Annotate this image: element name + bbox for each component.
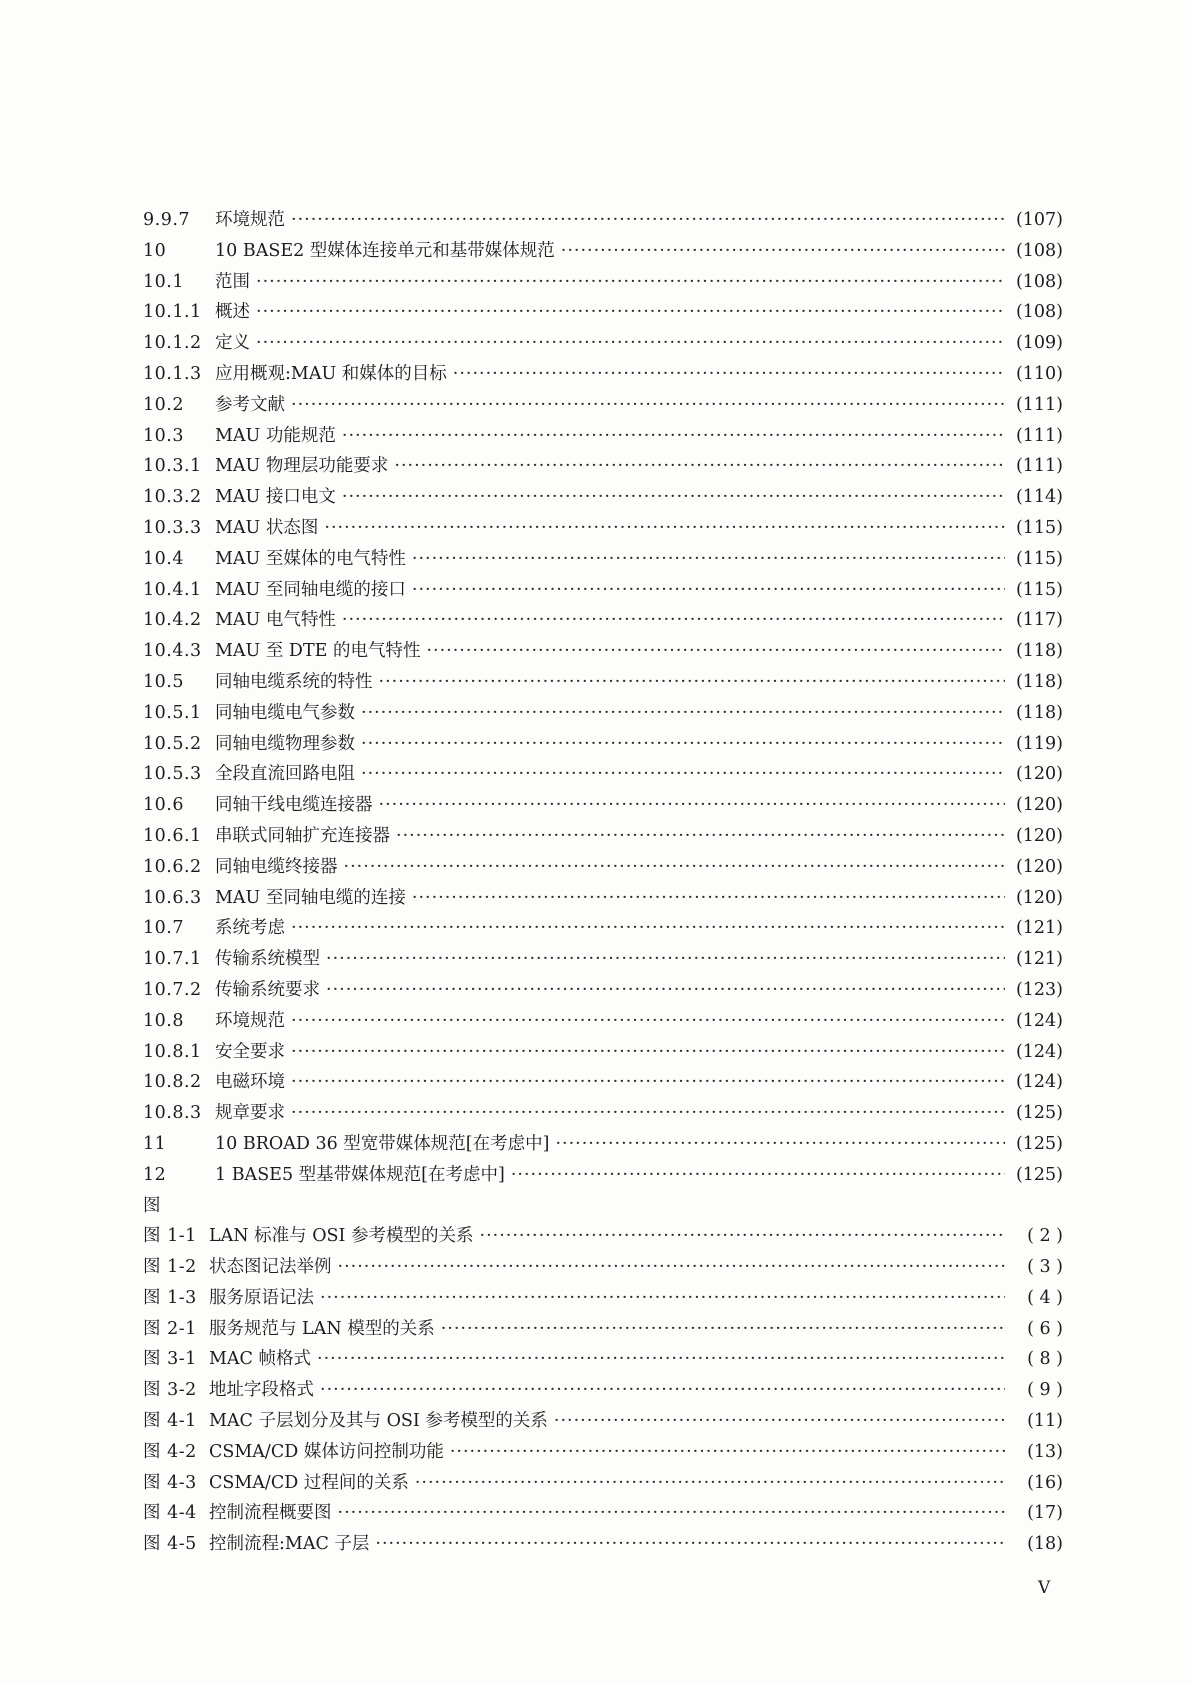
entry-page: (120) xyxy=(1015,856,1063,877)
entry-page: (117) xyxy=(1015,610,1063,631)
toc-entry[interactable] xyxy=(143,328,1063,359)
dot-leader xyxy=(342,421,1005,452)
figure-entry[interactable] xyxy=(143,1283,1063,1314)
entry-number: 图 2-1 xyxy=(143,1318,197,1339)
entry-page: ( 4 ) xyxy=(1027,1287,1063,1308)
figure-entry[interactable] xyxy=(143,1221,1063,1252)
entry-number: 10.1 xyxy=(143,271,184,292)
entry-title: 10 BROAD 36 型宽带媒体规范[在考虑中] xyxy=(215,1133,550,1154)
toc-entry[interactable] xyxy=(143,698,1063,729)
dot-leader xyxy=(426,636,1005,667)
entry-number: 10.5.2 xyxy=(143,733,202,754)
toc-entry[interactable] xyxy=(143,575,1063,606)
dot-leader xyxy=(342,482,1005,513)
page-number: V xyxy=(1038,1578,1051,1598)
dot-leader xyxy=(291,1006,1005,1037)
entry-number: 10.3.1 xyxy=(143,456,202,477)
entry-page: (124) xyxy=(1015,1041,1063,1062)
entry-number: 图 4-2 xyxy=(143,1441,197,1462)
entry-page: (108) xyxy=(1015,302,1063,323)
entry-title: MAU 电气特性 xyxy=(215,610,336,631)
entry-number: 10.3 xyxy=(143,425,184,446)
entry-title: 规章要求 xyxy=(215,1103,285,1124)
dot-leader xyxy=(450,1437,1005,1468)
dot-leader xyxy=(361,729,1005,760)
entry-title: 安全要求 xyxy=(215,1041,285,1062)
dot-leader xyxy=(291,913,1005,944)
entry-title: 服务原语记法 xyxy=(209,1287,314,1308)
dot-leader xyxy=(324,513,1005,544)
toc-entry[interactable] xyxy=(143,421,1063,452)
entry-page: (111) xyxy=(1015,394,1063,415)
entry-page: (120) xyxy=(1015,887,1063,908)
toc-entry[interactable] xyxy=(143,821,1063,852)
entry-title: 同轴电缆系统的特性 xyxy=(215,671,373,692)
entry-title: 同轴电缆终接器 xyxy=(215,856,338,877)
dot-leader xyxy=(291,1037,1005,1068)
entry-title: CSMA/CD 过程间的关系 xyxy=(209,1472,409,1493)
entry-page: (120) xyxy=(1015,825,1063,846)
entry-number: 图 1-3 xyxy=(143,1287,197,1308)
entry-number: 11 xyxy=(143,1133,167,1154)
dot-leader xyxy=(256,297,1005,328)
dot-leader xyxy=(554,1406,1005,1437)
toc-entry[interactable] xyxy=(143,667,1063,698)
entry-page: (125) xyxy=(1015,1103,1063,1124)
entry-title: 服务规范与 LAN 模型的关系 xyxy=(209,1318,435,1339)
entry-page: ( 6 ) xyxy=(1027,1318,1063,1339)
entry-title: MAU 状态图 xyxy=(215,517,319,538)
toc-entry[interactable] xyxy=(143,1098,1063,1129)
dot-leader xyxy=(338,1252,1006,1283)
dot-leader xyxy=(320,1283,1005,1314)
entry-number: 图 4-4 xyxy=(143,1503,197,1524)
dot-leader xyxy=(256,328,1005,359)
entry-title: 应用概观:MAU 和媒体的目标 xyxy=(215,363,447,384)
entry-number: 10.3.3 xyxy=(143,517,202,538)
entry-page: (120) xyxy=(1015,795,1063,816)
toc-entry[interactable] xyxy=(143,1160,1063,1191)
toc-entry[interactable] xyxy=(143,852,1063,883)
entry-number: 图 4-1 xyxy=(143,1411,197,1432)
entry-page: (125) xyxy=(1015,1133,1063,1154)
figure-entry[interactable] xyxy=(143,1406,1063,1437)
toc-entry[interactable] xyxy=(143,883,1063,914)
entry-page: (16) xyxy=(1027,1472,1063,1493)
entry-page: (115) xyxy=(1015,517,1063,538)
entry-number: 10.3.2 xyxy=(143,487,202,508)
entry-page: (11) xyxy=(1027,1411,1063,1432)
entry-page: (111) xyxy=(1015,456,1063,477)
entry-number: 图 1-1 xyxy=(143,1226,197,1247)
entry-title: CSMA/CD 媒体访问控制功能 xyxy=(209,1441,444,1462)
entry-page: ( 8 ) xyxy=(1027,1349,1063,1370)
entry-number: 图 3-2 xyxy=(143,1380,197,1401)
entry-title: MAU 至同轴电缆的连接 xyxy=(215,887,406,908)
entry-title: MAU 至 DTE 的电气特性 xyxy=(215,641,421,662)
toc-entry[interactable] xyxy=(143,205,1063,236)
entry-number: 10.4.2 xyxy=(143,610,202,631)
entry-page: (121) xyxy=(1015,949,1063,970)
dot-leader xyxy=(396,821,1005,852)
entry-title: 控制流程概要图 xyxy=(209,1503,332,1524)
entry-page: (108) xyxy=(1015,240,1063,261)
entry-title: 范围 xyxy=(215,271,250,292)
entry-title: 同轴电缆电气参数 xyxy=(215,702,355,723)
entry-number: 10.1.1 xyxy=(143,302,202,323)
entry-number: 9.9.7 xyxy=(143,210,191,230)
entry-title: 全段直流回路电阻 xyxy=(215,764,355,785)
dot-leader xyxy=(412,544,1005,575)
entry-title: LAN 标准与 OSI 参考模型的关系 xyxy=(209,1226,474,1247)
entry-page: (114) xyxy=(1015,487,1063,508)
toc-entry[interactable] xyxy=(143,513,1063,544)
entry-page: (120) xyxy=(1015,764,1063,785)
entry-title: MAU 功能规范 xyxy=(215,425,336,446)
toc-entry[interactable] xyxy=(143,729,1063,760)
entry-title: MAU 至同轴电缆的接口 xyxy=(215,579,406,600)
entry-page: (111) xyxy=(1015,425,1063,446)
figure-entry[interactable] xyxy=(143,1375,1063,1406)
figure-entry[interactable] xyxy=(143,1498,1063,1529)
toc-entry[interactable] xyxy=(143,451,1063,482)
entry-page: ( 2 ) xyxy=(1027,1226,1063,1247)
entry-number: 10.2 xyxy=(143,394,184,415)
dot-leader xyxy=(256,267,1005,298)
dot-leader xyxy=(415,1468,1005,1499)
entry-number: 10.7 xyxy=(143,918,184,939)
entry-number: 10.6.3 xyxy=(143,887,202,908)
toc-entry[interactable] xyxy=(143,297,1063,328)
entry-title: 电磁环境 xyxy=(215,1072,285,1093)
entry-number: 10.6.1 xyxy=(143,825,202,846)
dot-leader xyxy=(379,790,1006,821)
entry-number: 12 xyxy=(143,1164,167,1185)
figure-entry[interactable] xyxy=(143,1314,1063,1345)
entry-number: 10.8.3 xyxy=(143,1103,202,1124)
entry-title: 传输系统模型 xyxy=(215,949,320,970)
entry-page: (115) xyxy=(1015,579,1063,600)
entry-number: 10.5 xyxy=(143,671,184,692)
entry-title: 定义 xyxy=(215,333,250,354)
figure-entry[interactable] xyxy=(143,1529,1063,1560)
entry-page: (107) xyxy=(1015,210,1063,230)
toc-entry[interactable] xyxy=(143,359,1063,390)
table-of-contents xyxy=(143,205,1063,1560)
entry-title: MAC 子层划分及其与 OSI 参考模型的关系 xyxy=(209,1411,548,1432)
entry-page: (119) xyxy=(1015,733,1063,754)
entry-page: (125) xyxy=(1015,1164,1063,1185)
entry-title: 传输系统要求 xyxy=(215,979,320,1000)
entry-title: 环境规范 xyxy=(215,1010,285,1031)
dot-leader xyxy=(326,944,1005,975)
entry-number: 图 4-3 xyxy=(143,1472,197,1493)
entry-title: MAU 接口电文 xyxy=(215,487,336,508)
entry-page: (118) xyxy=(1015,671,1063,692)
entry-number: 10.6 xyxy=(143,795,184,816)
entry-title: 状态图记法举例 xyxy=(209,1257,332,1278)
entry-title: 概述 xyxy=(215,302,250,323)
entry-title: 1 BASE5 型基带媒体规范[在考虑中] xyxy=(215,1164,505,1185)
dot-leader xyxy=(291,1067,1005,1098)
toc-entry[interactable] xyxy=(143,1006,1063,1037)
entry-page: (18) xyxy=(1027,1534,1063,1555)
entry-number: 10.1.3 xyxy=(143,363,202,384)
entry-page: (118) xyxy=(1015,702,1063,723)
entry-page: (124) xyxy=(1015,1010,1063,1031)
dot-leader xyxy=(480,1221,1005,1252)
entry-number: 10.4.1 xyxy=(143,579,202,600)
entry-page: (17) xyxy=(1027,1503,1063,1524)
entry-number: 10.7.1 xyxy=(143,949,202,970)
dot-leader xyxy=(441,1314,1005,1345)
entry-number: 图 1-2 xyxy=(143,1257,197,1278)
entry-number: 图 4-5 xyxy=(143,1534,197,1555)
entry-page: (118) xyxy=(1015,641,1063,662)
entry-page: (13) xyxy=(1027,1441,1063,1462)
toc-entry[interactable] xyxy=(143,544,1063,575)
entry-page: (108) xyxy=(1015,271,1063,292)
toc-entry[interactable] xyxy=(143,236,1063,267)
toc-entry[interactable] xyxy=(143,267,1063,298)
entry-title: 同轴电缆物理参数 xyxy=(215,733,355,754)
dot-leader xyxy=(344,852,1006,883)
toc-entry[interactable] xyxy=(143,913,1063,944)
entry-title: 串联式同轴扩充连接器 xyxy=(215,825,390,846)
entry-page: (110) xyxy=(1015,363,1063,384)
toc-entry[interactable] xyxy=(143,1129,1063,1160)
entry-page: (123) xyxy=(1015,979,1063,1000)
entry-number: 10.4.3 xyxy=(143,641,202,662)
entry-title: 环境规范 xyxy=(215,210,285,230)
dot-leader xyxy=(291,1098,1005,1129)
figure-entry[interactable] xyxy=(143,1252,1063,1283)
entry-page: (124) xyxy=(1015,1072,1063,1093)
entry-title: 控制流程:MAC 子层 xyxy=(209,1534,370,1555)
entry-number: 10.8.2 xyxy=(143,1072,202,1093)
entry-page: ( 9 ) xyxy=(1027,1380,1063,1401)
toc-entry[interactable] xyxy=(143,390,1063,421)
dot-leader xyxy=(412,883,1005,914)
figure-entry[interactable] xyxy=(143,1437,1063,1468)
entry-title: 参考文献 xyxy=(215,394,285,415)
dot-leader xyxy=(291,205,1005,236)
dot-leader xyxy=(361,759,1005,790)
entry-number: 10.5.3 xyxy=(143,764,202,785)
dot-leader xyxy=(511,1160,1005,1191)
dot-leader xyxy=(291,390,1005,421)
entry-page: ( 3 ) xyxy=(1027,1257,1063,1278)
entry-number: 10.8.1 xyxy=(143,1041,202,1062)
entry-number: 图 3-1 xyxy=(143,1349,197,1370)
figure-entry[interactable] xyxy=(143,1468,1063,1499)
dot-leader xyxy=(361,698,1005,729)
entry-page: (121) xyxy=(1015,918,1063,939)
dot-leader xyxy=(317,1344,1005,1375)
toc-entry[interactable] xyxy=(143,944,1063,975)
entry-number: 10.5.1 xyxy=(143,702,202,723)
figure-entry[interactable] xyxy=(143,1344,1063,1375)
figures-heading-label: 图 xyxy=(143,1195,161,1216)
dot-leader xyxy=(326,975,1005,1006)
toc-entry[interactable] xyxy=(143,1067,1063,1098)
entry-page: (109) xyxy=(1015,333,1063,354)
dot-leader xyxy=(394,451,1005,482)
entry-number: 10 xyxy=(143,240,167,261)
dot-leader xyxy=(561,236,1005,267)
toc-entry[interactable] xyxy=(143,975,1063,1006)
toc-entry[interactable] xyxy=(143,790,1063,821)
entry-number: 10.6.2 xyxy=(143,856,202,877)
toc-entry[interactable] xyxy=(143,636,1063,667)
dot-leader xyxy=(338,1498,1006,1529)
dot-leader xyxy=(375,1529,1005,1560)
figure-entries xyxy=(143,1221,1063,1560)
dot-leader xyxy=(412,575,1005,606)
entry-page: (115) xyxy=(1015,548,1063,569)
entry-title: 10 BASE2 型媒体连接单元和基带媒体规范 xyxy=(215,240,555,261)
dot-leader xyxy=(555,1129,1005,1160)
entry-title: 同轴干线电缆连接器 xyxy=(215,795,373,816)
entry-title: MAU 物理层功能要求 xyxy=(215,456,389,477)
dot-leader xyxy=(320,1375,1005,1406)
dot-leader xyxy=(342,605,1005,636)
entry-title: MAC 帧格式 xyxy=(209,1349,312,1370)
toc-entry[interactable] xyxy=(143,1037,1063,1068)
entry-number: 10.7.2 xyxy=(143,979,202,1000)
dot-leader xyxy=(453,359,1005,390)
entry-title: 地址字段格式 xyxy=(209,1380,314,1401)
figures-heading xyxy=(143,1191,1063,1222)
dot-leader xyxy=(379,667,1006,698)
toc-entries xyxy=(143,205,1063,1191)
entry-number: 10.1.2 xyxy=(143,333,202,354)
toc-entry[interactable] xyxy=(143,482,1063,513)
entry-title: MAU 至媒体的电气特性 xyxy=(215,548,406,569)
toc-entry[interactable] xyxy=(143,605,1063,636)
entry-number: 10.8 xyxy=(143,1010,184,1031)
entry-title: 系统考虑 xyxy=(215,918,285,939)
entry-number: 10.4 xyxy=(143,548,184,569)
toc-entry[interactable] xyxy=(143,759,1063,790)
